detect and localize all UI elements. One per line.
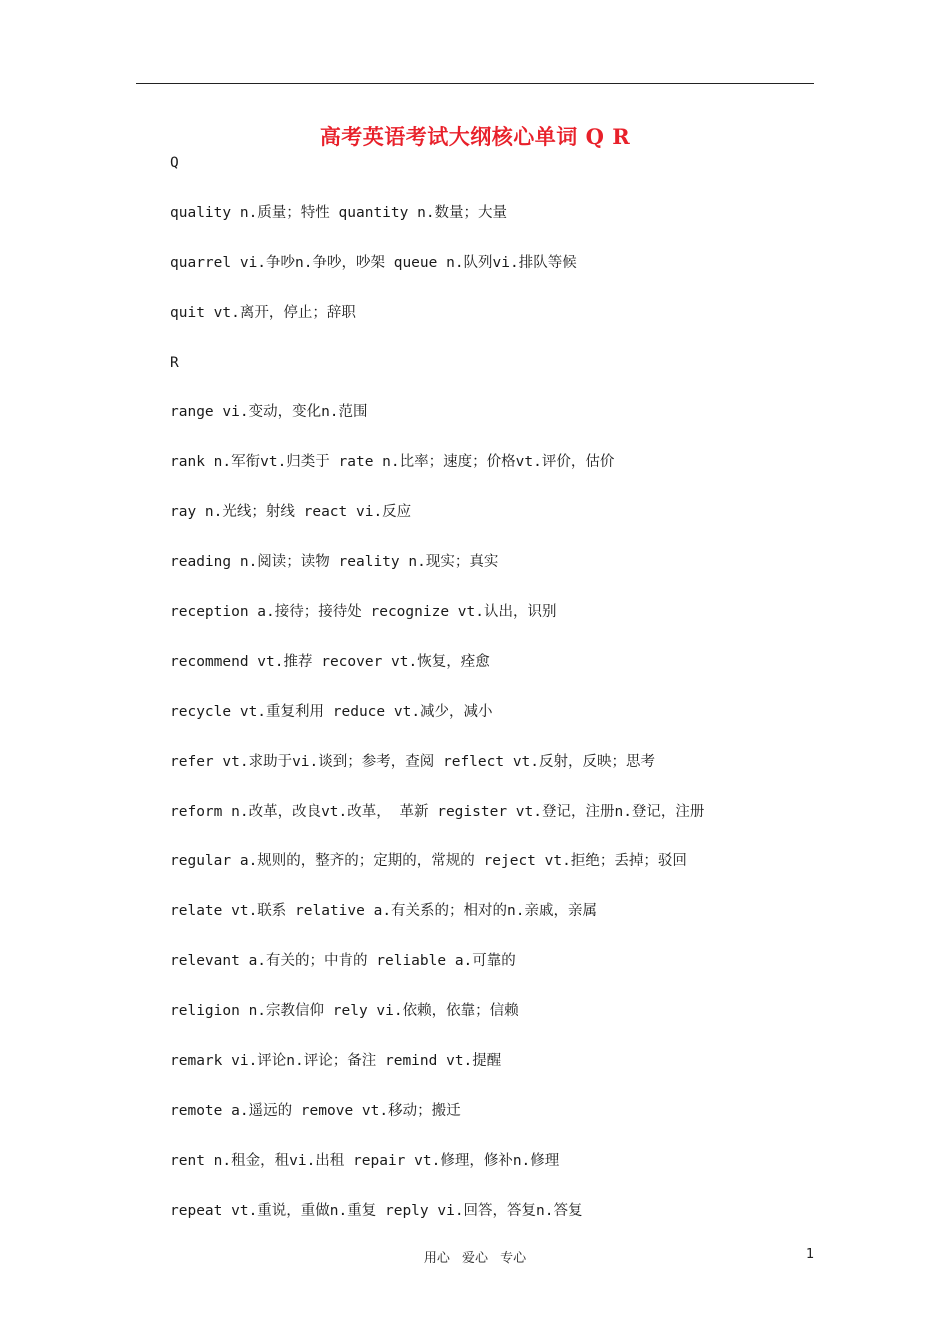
footer-motto: 用心 爱心 专心: [423, 1251, 527, 1266]
vocab-line: relevant a.有关的；中肯的 reliable a.可靠的: [170, 953, 516, 970]
vocab-line: rent n.租金，租vi.出租 repair vt.修理，修补n.修理: [170, 1152, 560, 1169]
vocab-line: quit vt.离开，停止；辞职: [170, 304, 356, 321]
vocab-line: quality n.质量；特性 quantity n.数量；大量: [170, 204, 508, 221]
section-heading-r: R: [170, 354, 179, 371]
vocab-line: range vi.变动，变化n.范围: [170, 404, 368, 421]
vocab-line: rank n.军衔vt.归类于 rate n.比率；速度；价格vt.评价，估价: [170, 454, 615, 471]
vocab-line: remote a.遥远的 remove vt.移动；搬迁: [170, 1102, 461, 1119]
vocab-line: religion n.宗教信仰 rely vi.依赖，依靠；信赖: [170, 1003, 519, 1020]
vocab-line: ray n.光线；射线 react vi.反应: [170, 504, 412, 521]
vocab-line: quarrel vi.争吵n.争吵，吵架 queue n.队列vi.排队等候: [170, 254, 577, 271]
document-title: 高考英语考试大纲核心单词 Q R: [319, 124, 631, 149]
vocab-line: relate vt.联系 relative a.有关系的；相对的n.亲戚，亲属: [170, 903, 598, 920]
vocab-line: regular a.规则的，整齐的；定期的，常规的 reject vt.拒绝；丢掉；驳回: [170, 853, 687, 870]
vocab-line: refer vt.求助于vi.谈到；参考，查阅 reflect vt.反射，反映；思考: [170, 753, 656, 770]
vocab-line: recommend vt.推荐 recover vt.恢复，痊愈: [170, 653, 490, 670]
header-rule: [136, 83, 814, 84]
vocab-line: remark vi.评论n.评论；备注 remind vt.提醒: [170, 1053, 502, 1070]
section-heading-q: Q: [170, 155, 179, 171]
vocab-line: reception a.接待；接待处 recognize vt.认出，识别: [170, 604, 557, 621]
vocab-line: recycle vt.重复利用 reduce vt.减少，减小: [170, 703, 493, 720]
vocab-line: repeat vt.重说，重做n.重复 reply vi.回答，答复n.答复: [170, 1202, 583, 1219]
vocab-line: reading n.阅读；读物 reality n.现实；真实: [170, 554, 499, 571]
page-number: 1: [806, 1247, 815, 1262]
vocabulary-list: [170, 150, 810, 1248]
vocab-line: reform n.改革，改良vt.改革， 革新 register vt.登记，注册n.登记，注册: [170, 803, 705, 820]
